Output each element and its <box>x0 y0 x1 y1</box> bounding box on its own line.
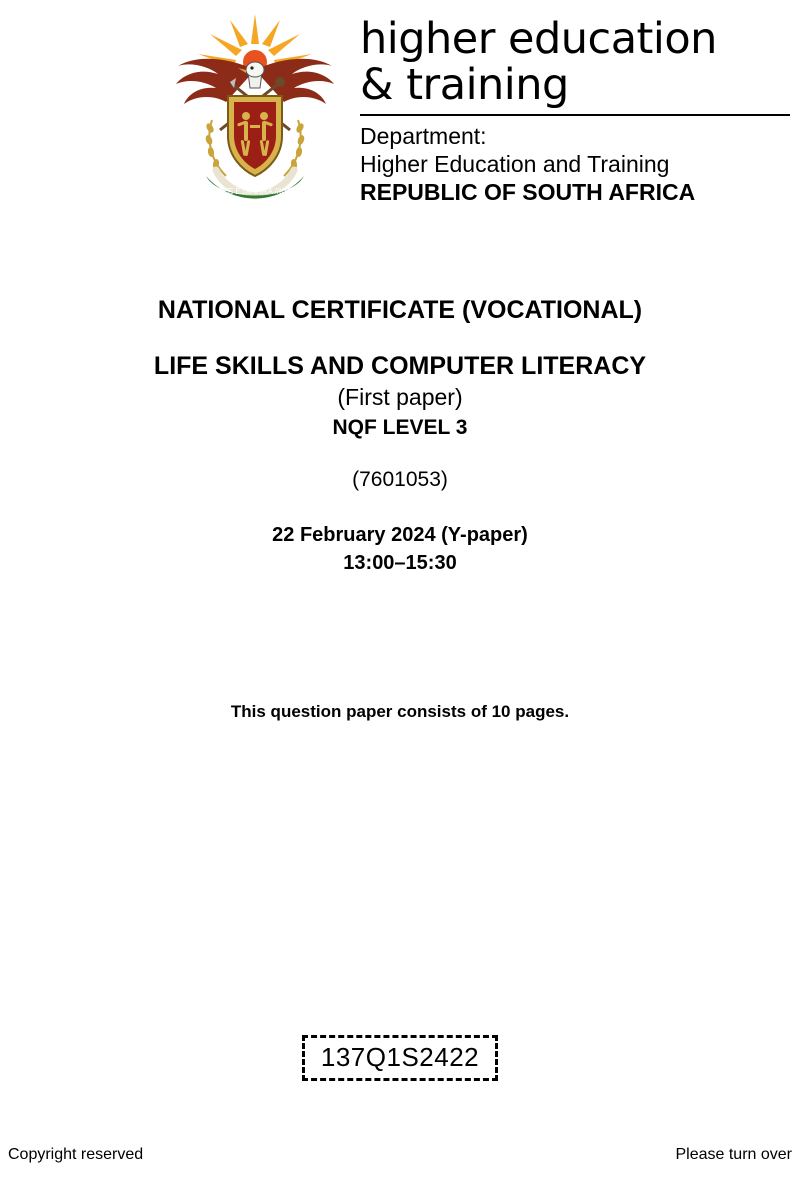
exam-title-block <box>0 295 800 577</box>
turn-over-notice: Please turn over <box>675 1146 792 1163</box>
wordmark-line-2: & training <box>360 60 569 110</box>
paper-label: (First paper) <box>337 384 463 410</box>
wordmark-divider <box>360 114 790 116</box>
exam-date: 22 February 2024 (Y-paper) <box>272 524 528 546</box>
subject-title: LIFE SKILLS AND COMPUTER LITERACY <box>153 352 647 380</box>
paper-number-value: 137Q1S2422 <box>302 1035 498 1081</box>
nqf-level: NQF LEVEL 3 <box>332 416 468 439</box>
exam-time: 13:00–15:30 <box>343 552 457 574</box>
letterhead <box>160 10 790 225</box>
south-african-coat-of-arms-icon <box>160 10 350 225</box>
department-name: Higher Education and Training <box>360 151 670 177</box>
copyright-notice: Copyright reserved <box>8 1146 144 1163</box>
page-footer <box>0 1144 800 1166</box>
country-name: REPUBLIC OF SOUTH AFRICA <box>360 179 696 205</box>
department-wordmark <box>350 10 790 206</box>
department-label: Department: <box>360 123 487 149</box>
paper-number <box>0 1035 800 1081</box>
svg-text:!KE E:/XARRA //KE: !KE E:/XARRA //KE <box>220 187 290 196</box>
subject-code: (7601053) <box>352 468 448 491</box>
page-count-note: This question paper consists of 10 pages. <box>230 702 570 721</box>
certificate-title: NATIONAL CERTIFICATE (VOCATIONAL) <box>157 296 643 324</box>
wordmark-line-1: higher education <box>360 14 717 64</box>
